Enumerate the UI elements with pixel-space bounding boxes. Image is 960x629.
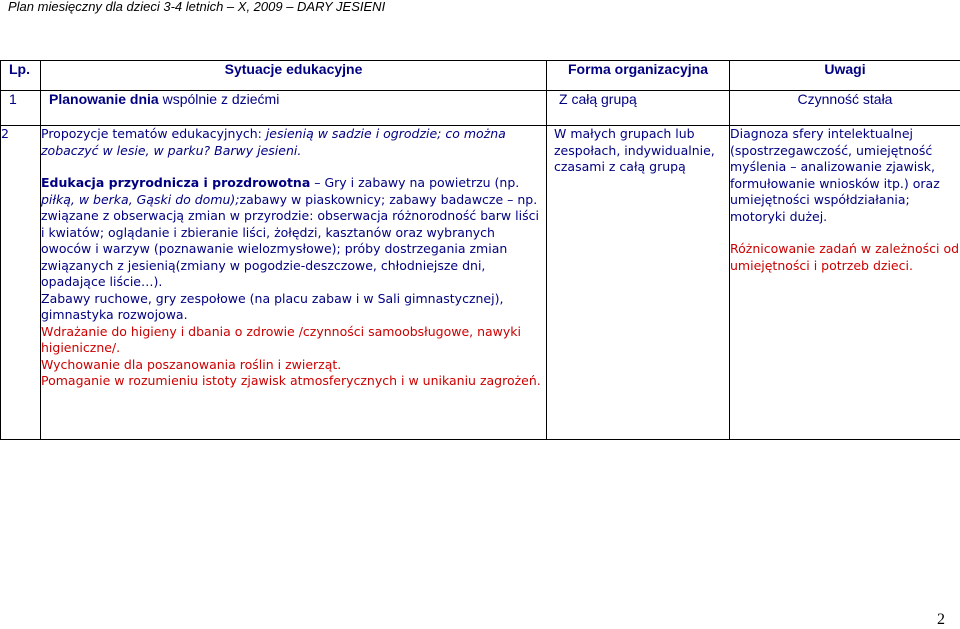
- row2-sytuacja: [41, 126, 547, 440]
- hygiene-paragraph: Wdrażanie do higieny i dbania o zdrowie /czynności samoobsługowe, nawyki higieniczne/.: [41, 323, 521, 355]
- row2-lp: 2: [1, 126, 41, 440]
- table-header-row: [1, 61, 960, 91]
- movement-paragraph: Zabawy ruchowe, gry zespołowe (na placu zabaw i w Sali gimnastycznej), gimnastyka rozwojowa.: [41, 290, 504, 322]
- page-header: Plan miesięczny dla dzieci 3-4 letnich – X, 2009 – DARY JESIENI: [8, 0, 386, 14]
- education-paragraph: [41, 175, 546, 291]
- weather-paragraph: Pomaganie w rozumieniu istoty zjawisk atmosferycznych i w unikaniu zagrożeń.: [41, 373, 541, 388]
- education-title: Edukacja przyrodnicza i prozdrowotna: [41, 175, 311, 190]
- header-lp: Lp.: [1, 61, 41, 91]
- row2-uwagi: [730, 126, 960, 440]
- differentiation-paragraph: Różnicowanie zadań w zależności od umiejętności i potrzeb dzieci.: [730, 241, 960, 273]
- topics-italic: jesienią w sadzie i ogrodzie; co można zobaczyć w lesie, w parku? Barwy jesieni.: [41, 126, 506, 158]
- row1-sytuacja: [41, 91, 547, 126]
- row2-forma: W małych grupach lub zespołach, indywidualnie, czasami z całą grupą: [547, 126, 730, 440]
- row1-sytuacja-bold: Planowanie dnia: [49, 91, 159, 107]
- respect-paragraph: Wychowanie dla poszanowania roślin i zwierząt.: [41, 356, 342, 372]
- row1-sytuacja-rest: wspólnie z dziećmi: [158, 91, 280, 107]
- table-row: [1, 126, 960, 440]
- education-text-1: – Gry i zabawy na powietrzu (np.: [310, 175, 520, 190]
- topics-paragraph: [41, 126, 546, 159]
- table-row: [1, 91, 960, 126]
- header-uwagi: Uwagi: [730, 61, 960, 91]
- diagnosis-paragraph: Diagnoza sfery intelektualnej (spostrzegawczość, umiejętność myślenia – analizowanie zjawisk, formułowanie wniosków itp.) oraz umiejętności współdziałania; motoryki dużej.: [730, 126, 940, 224]
- header-forma: Forma organizacyjna: [547, 61, 730, 91]
- plan-table: [0, 60, 960, 440]
- row1-forma: Z całą grupą: [547, 91, 730, 126]
- row1-lp: 1: [1, 91, 41, 126]
- education-italic: piłką, w berka, Gąski do domu);: [41, 191, 240, 207]
- row1-uwagi: Czynność stała: [730, 91, 960, 126]
- education-text-2: zabawy w piaskownicy; zabawy badawcze – np. związane z obserwacją zmian w przyrodzie: obserwacja różnorodność barw liści i kwiatów; oglądanie i zbieranie liści, żołędzi, kasztanów oraz wybranych owoców i warzyw (poznawanie wielozmysłowe); próby dostrzegania zmian związanych z jesienią(zmiany w pogodzie-deszczowe, chłodniejsze dni, opadające liście…).: [41, 191, 539, 289]
- header-sytuacje: Sytuacje edukacyjne: [41, 61, 547, 91]
- topics-intro: Propozycje tematów edukacyjnych:: [41, 126, 266, 141]
- page-number: 2: [937, 611, 945, 628]
